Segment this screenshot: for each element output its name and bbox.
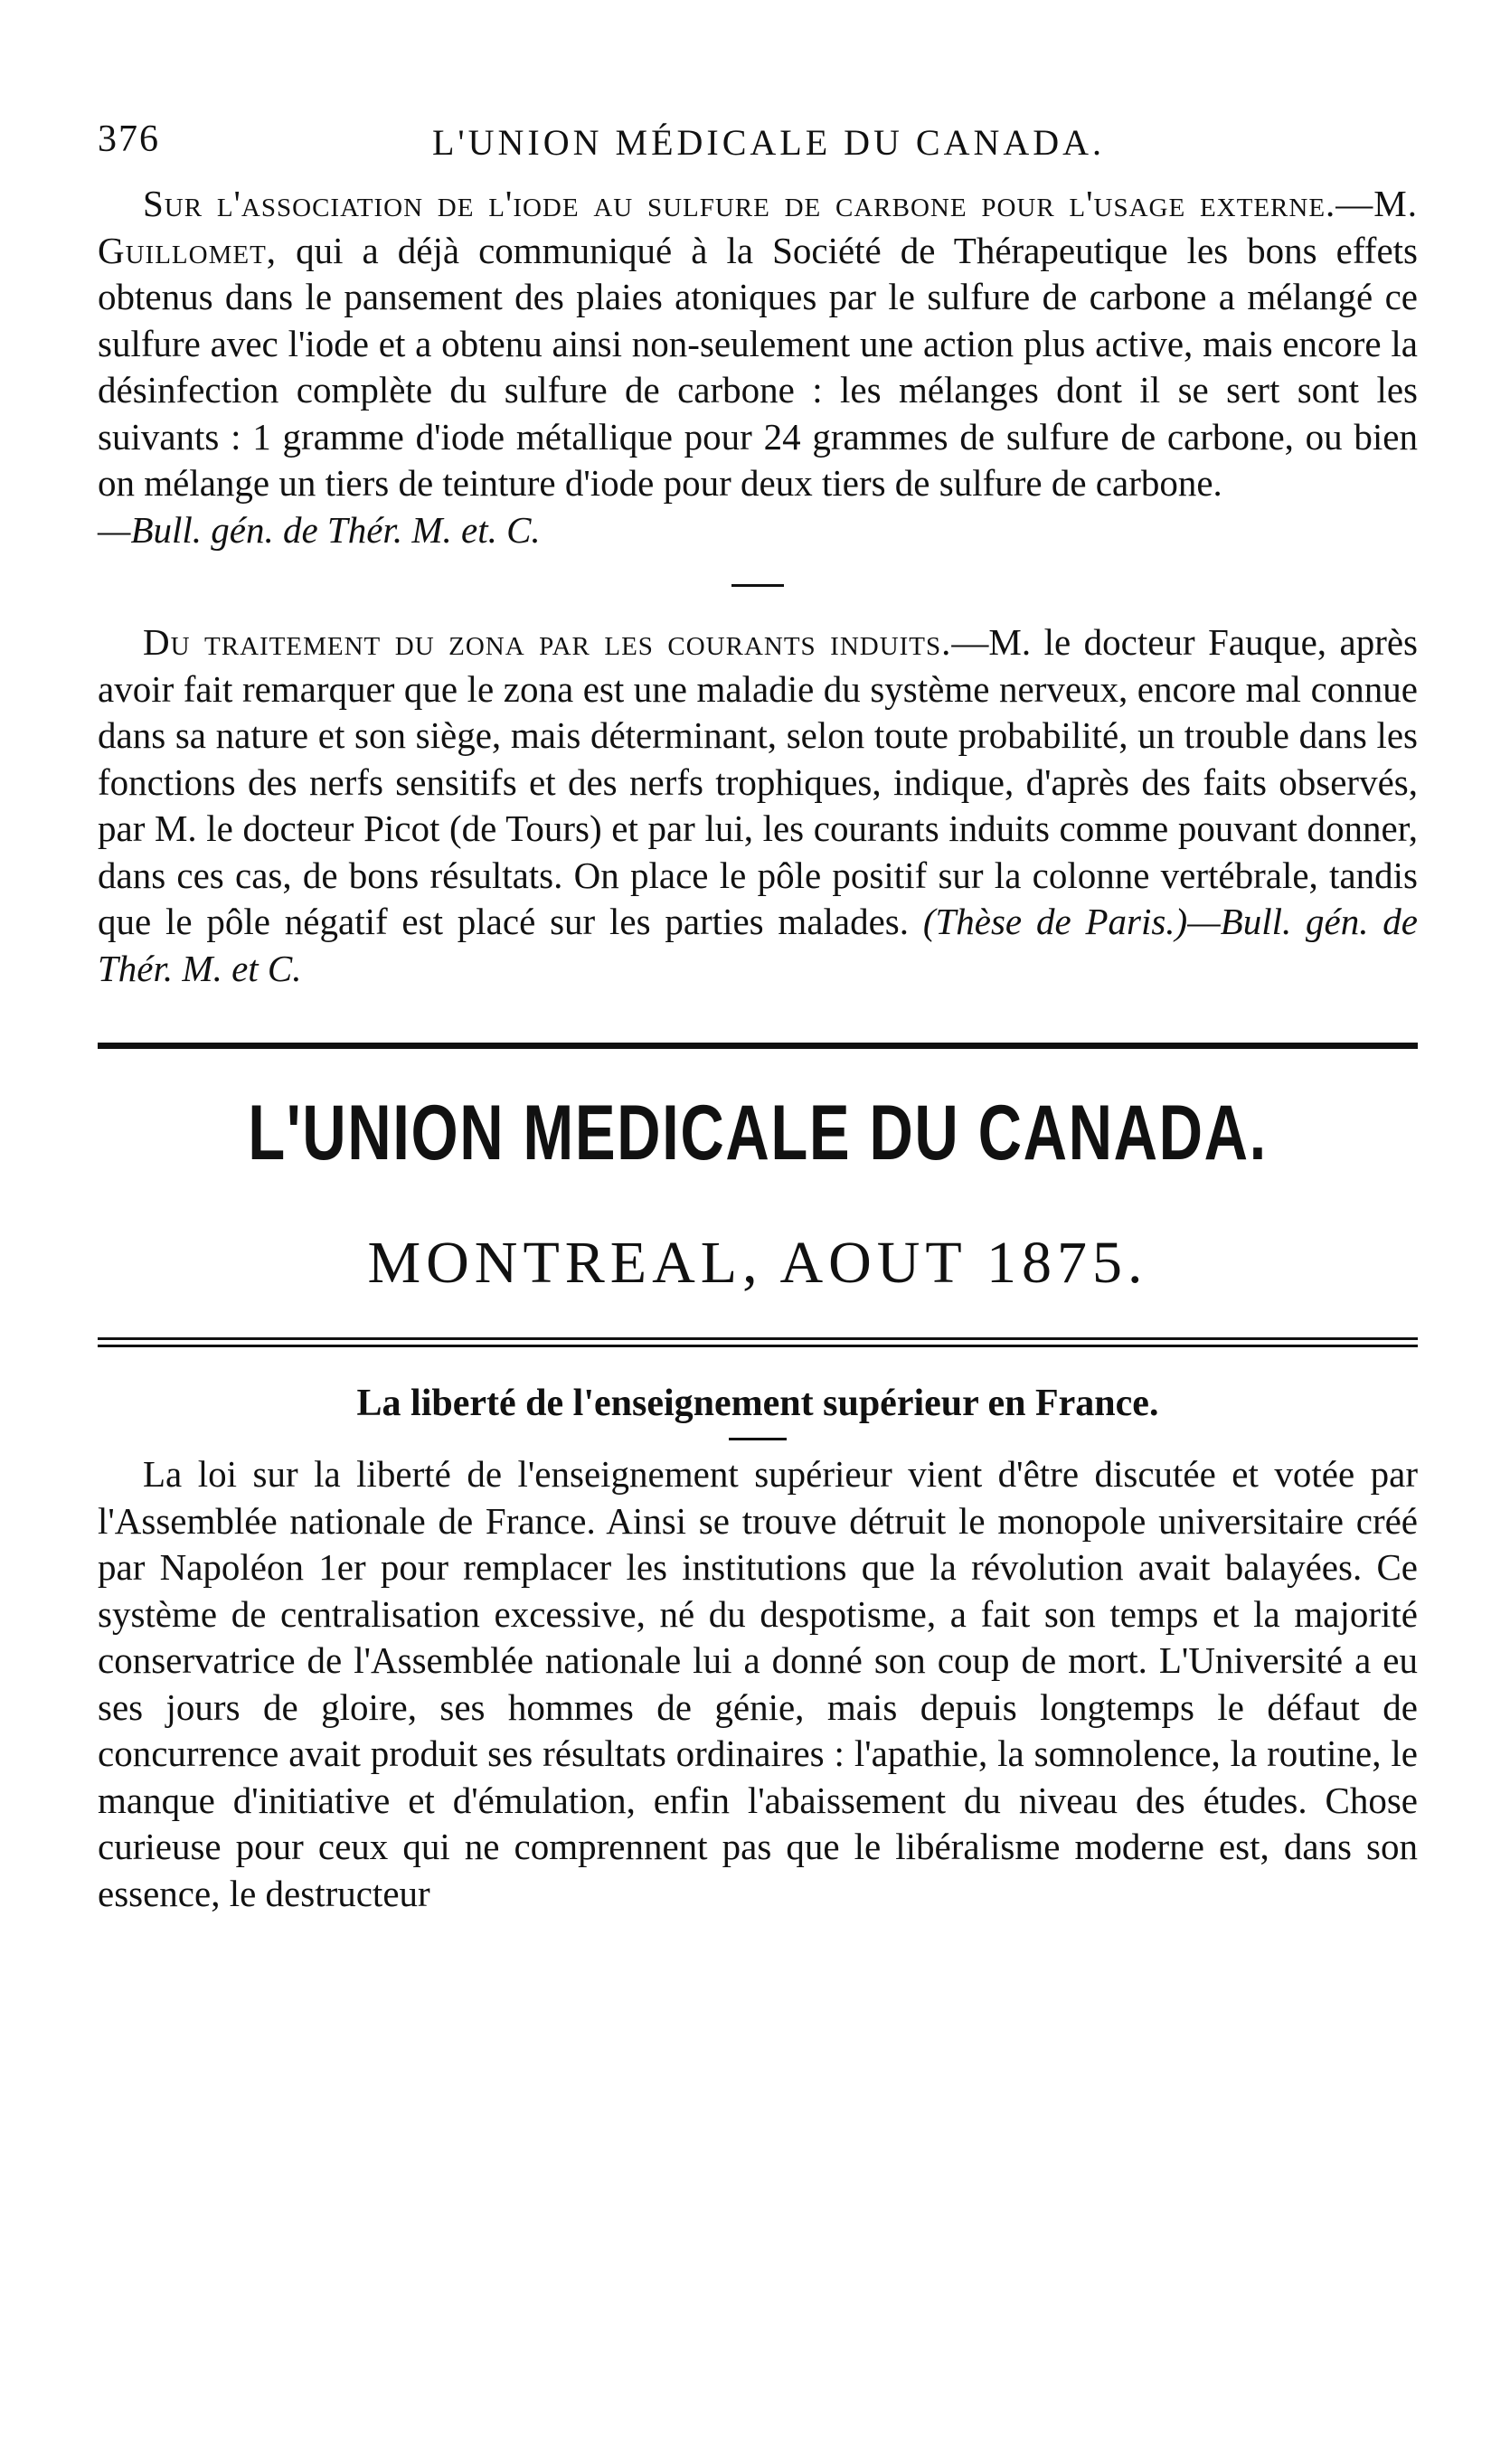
article-zona-paragraph: [98, 619, 1418, 992]
page-number: 376: [98, 118, 160, 160]
article-iode-text: qui a déjà communiqué à la Société de Thérapeutique les bons effets obtenus dans le pansement des plaies atoniques par le sulfure de carbone a mélangé ce sulfure avec l'iode et a obtenu ainsi non-seulement une action plus active, mais encore la désinfection complète du sulfure de carbone : les mélanges dont il se sert sont les suivants : 1 gramme d'iode métallique pour 24 grammes de sulfure de carbone, ou bien on mélange un tiers de teinture d'iode pour deux tiers de sulfure de carbone.: [98, 229, 1418, 504]
section-divider: [731, 584, 784, 587]
article-iode-source: —Bull. gén. de Thér. M. et. C.: [98, 508, 541, 551]
masthead-double-rule: [98, 1337, 1418, 1347]
article-enseignement-title: La liberté de l'enseignement supérieur en France.: [356, 1383, 1159, 1424]
running-head: [98, 109, 1418, 181]
article-iode-heading: Sur l'association de l'iode au sulfure de carbone pour l'usage externe.: [143, 183, 1336, 224]
article-iode-paragraph: [98, 181, 1418, 553]
page: [98, 109, 1418, 1917]
article-iode-author: —M. Guillomet,: [98, 183, 1418, 271]
article-zona-source-these: (Thèse de Paris.): [922, 901, 1188, 942]
article-zona-text: —M. le docteur Fauque, après avoir fait remarquer que le zona est une maladie du système nerveux, encore mal connue dans sa nature et son siège, mais déterminant, selon toute probabilité, un trouble dans les fonctions des nerfs sensitifs et des nerfs trophiques, indique, d'après des faits observés, par M. le docteur Picot (de Tours) et par lui, les courants induits comme pouvant donner, dans ces cas, de bons résultats. On place le pôle positif sur la colonne vertébrale, tandis que le pôle négatif est placé sur les parties malades.: [98, 621, 1418, 942]
running-title: L'UNION MÉDICALE DU CANADA.: [432, 122, 1106, 163]
title-divider: [729, 1438, 787, 1440]
masthead-dateline: MONTREAL, AOUT 1875.: [367, 1230, 1148, 1296]
article-zona-heading: Du traitement du zona par les courants induits.: [143, 621, 952, 663]
article-enseignement-text: La loi sur la liberté de l'enseignement supérieur vient d'être discutée et votée par l'Assemblée nationale de France. Ainsi se trouve détruit le monopole universitaire créé par Napoléon 1er pour remplacer les institutions que la révolution avait balayées. Ce système de centralisation excessive, né du despotisme, a fait son temps et la majorité conservatrice de l'Assemblée nationale lui a donné son coup de mort. L'Université a eu ses jours de gloire, ses hommes de génie, mais depuis longtemps le défaut de concurrence avait produit ses résultats ordinaires : l'apathie, la somnolence, la routine, le manque d'initiative et d'émulation, enfin l'abaissement du niveau des études. Chose curieuse pour ceux qui ne comprennent pas que le libéralisme moderne est, dans son essence, le destructeur: [98, 1453, 1418, 1914]
masthead-top-rule: [98, 1043, 1418, 1049]
article-zona-source-bulletin: —Bull. gén. de Thér. M. et C.: [98, 901, 1418, 989]
masthead-title: L'UNION MEDICALE DU CANADA.: [248, 1090, 1268, 1176]
